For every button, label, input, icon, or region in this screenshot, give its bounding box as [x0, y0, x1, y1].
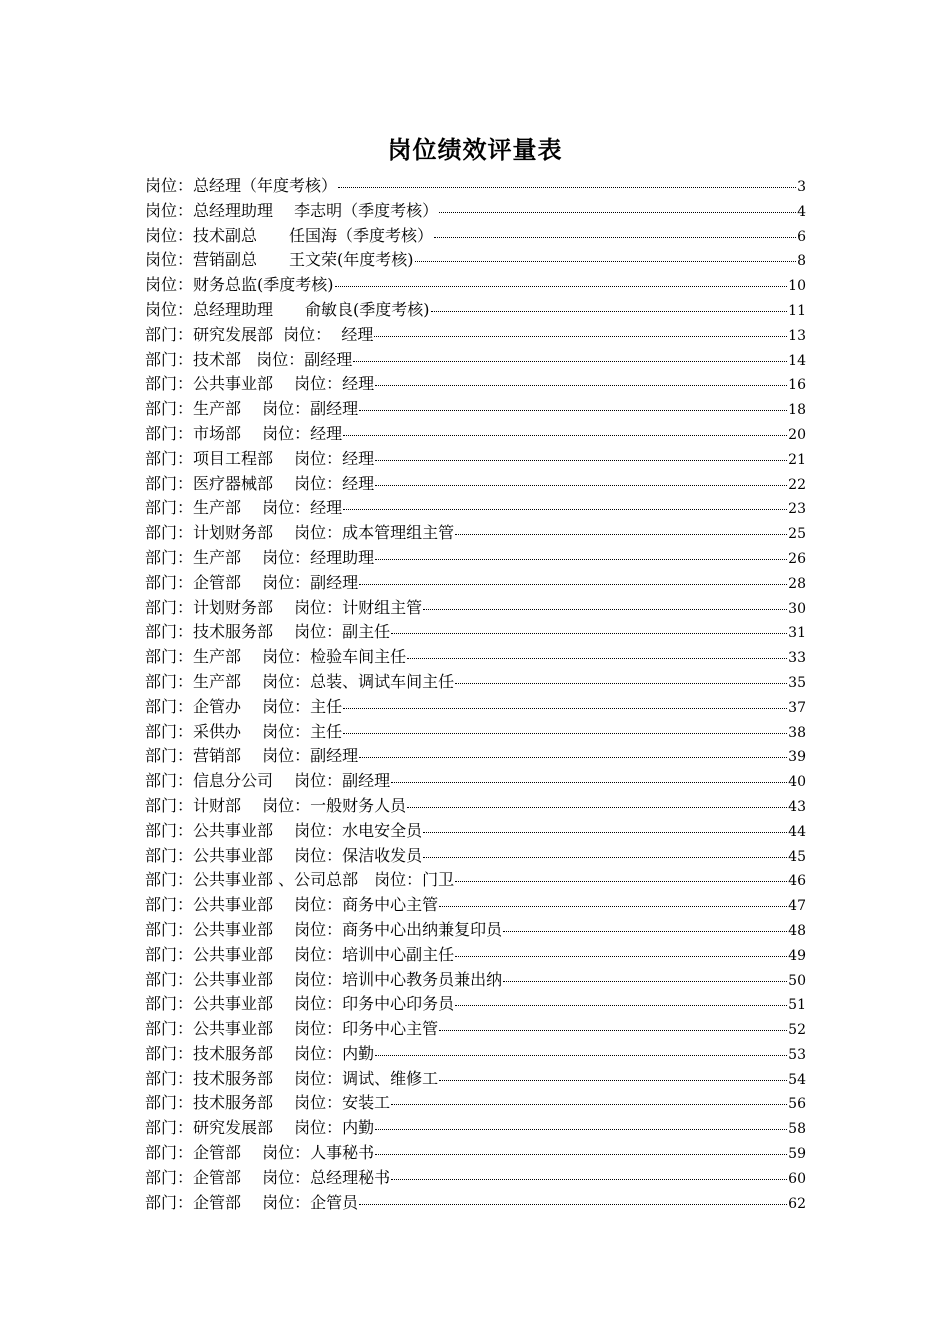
dot-leader [423, 857, 787, 858]
dot-leader [359, 584, 787, 585]
dot-leader [407, 658, 787, 659]
toc-entry-text: 部门：公共事业部 、公司总部 岗位：门卫 [145, 870, 455, 890]
dot-leader [374, 336, 787, 337]
toc-entry-text: 部门：公共事业部 岗位：培训中心教务员兼出纳 [145, 969, 503, 989]
toc-page-number: 38 [788, 724, 806, 741]
toc-entry-text: 部门：企管部 岗位：副经理 [145, 572, 359, 592]
dot-leader [503, 931, 787, 932]
toc-entry[interactable] [145, 447, 806, 472]
toc-page-number: 56 [788, 1096, 806, 1113]
toc-page-number: 45 [788, 848, 806, 865]
toc-page-number: 8 [797, 253, 806, 270]
dot-leader [439, 1030, 787, 1031]
dot-leader [375, 1129, 787, 1130]
toc-entry[interactable] [145, 1191, 806, 1216]
toc-entry-text: 部门：生产部 岗位：检验车间主任 [145, 647, 407, 667]
toc-entry-text: 岗位：营销副总 王文荣(年度考核) [145, 250, 414, 270]
toc-entry[interactable] [145, 893, 806, 918]
toc-entry[interactable] [145, 620, 806, 645]
dot-leader [391, 1104, 787, 1105]
toc-page-number: 25 [788, 526, 806, 543]
toc-page-number: 6 [797, 228, 806, 245]
toc-page-number: 33 [788, 650, 806, 667]
dot-leader [359, 757, 787, 758]
table-of-contents [145, 174, 806, 1215]
dot-leader [434, 237, 796, 238]
toc-entry[interactable] [145, 224, 806, 249]
toc-page-number: 20 [788, 426, 806, 443]
toc-entry[interactable] [145, 323, 806, 348]
toc-entry[interactable] [145, 769, 806, 794]
dot-leader [375, 1154, 787, 1155]
toc-entry-text: 部门：公共事业部 岗位：印务中心主管 [145, 1019, 439, 1039]
toc-entry[interactable] [145, 199, 806, 224]
toc-entry-text: 部门：营销部 岗位：副经理 [145, 746, 359, 766]
toc-entry-text: 部门：计财部 岗位：一般财务人员 [145, 795, 407, 815]
toc-entry[interactable] [145, 521, 806, 546]
toc-entry[interactable] [145, 596, 806, 621]
dot-leader [391, 782, 787, 783]
toc-page-number: 35 [788, 674, 806, 691]
toc-entry[interactable] [145, 546, 806, 571]
toc-entry[interactable] [145, 472, 806, 497]
toc-page-number: 30 [788, 600, 806, 617]
dot-leader [503, 981, 787, 982]
dot-leader [391, 1179, 787, 1180]
toc-page-number: 50 [788, 972, 806, 989]
toc-entry[interactable] [145, 695, 806, 720]
toc-entry-text: 部门：公共事业部 岗位：印务中心印务员 [145, 994, 455, 1014]
toc-entry[interactable] [145, 273, 806, 298]
toc-entry-text: 岗位：技术副总 任国海（季度考核） [145, 225, 434, 245]
toc-entry[interactable] [145, 720, 806, 745]
toc-page-number: 4 [797, 203, 806, 220]
toc-entry[interactable] [145, 174, 806, 199]
toc-page-number: 46 [788, 873, 806, 890]
toc-page-number: 47 [788, 898, 806, 915]
toc-entry[interactable] [145, 1166, 806, 1191]
dot-leader [439, 906, 787, 907]
dot-leader [407, 807, 787, 808]
toc-page-number: 54 [788, 1071, 806, 1088]
toc-entry-text: 部门：公共事业部 岗位：商务中心出纳兼复印员 [145, 919, 503, 939]
toc-entry[interactable] [145, 1116, 806, 1141]
toc-entry[interactable] [145, 868, 806, 893]
toc-entry[interactable] [145, 298, 806, 323]
dot-leader [455, 1005, 787, 1006]
toc-entry-text: 部门：技术服务部 岗位：安装工 [145, 1093, 391, 1113]
toc-entry-text: 部门：采供办 岗位：主任 [145, 721, 343, 741]
toc-page-number: 51 [788, 997, 806, 1014]
dot-leader [423, 609, 787, 610]
toc-page-number: 40 [788, 774, 806, 791]
toc-entry[interactable] [145, 943, 806, 968]
dot-leader [338, 187, 796, 188]
toc-page-number: 43 [788, 798, 806, 815]
dot-leader [375, 460, 787, 461]
document-title: 岗位绩效评量表 [387, 135, 563, 164]
toc-entry[interactable] [145, 992, 806, 1017]
dot-leader [353, 361, 787, 362]
toc-entry-text: 部门：研究发展部 岗位：内勤 [145, 1118, 375, 1138]
toc-entry-text: 部门：企管部 岗位：人事秘书 [145, 1143, 375, 1163]
dot-leader [423, 832, 787, 833]
toc-entry-text: 部门：计划财务部 岗位：成本管理组主管 [145, 523, 455, 543]
toc-entry-text: 部门：生产部 岗位：总装、调试车间主任 [145, 671, 455, 691]
toc-page-number: 39 [788, 749, 806, 766]
toc-entry[interactable] [145, 1141, 806, 1166]
toc-entry-text: 部门：生产部 岗位：副经理 [145, 399, 359, 419]
dot-leader [343, 509, 787, 510]
dot-leader [375, 485, 787, 486]
toc-page-number: 53 [788, 1046, 806, 1063]
toc-entry[interactable] [145, 1091, 806, 1116]
toc-page-number: 22 [788, 476, 806, 493]
dot-leader [375, 385, 787, 386]
toc-entry-text: 岗位：财务总监(季度考核) [145, 275, 334, 295]
toc-entry-text: 部门：企管部 岗位：总经理秘书 [145, 1167, 391, 1187]
toc-page-number: 31 [788, 625, 806, 642]
toc-page-number: 44 [788, 823, 806, 840]
toc-entry[interactable] [145, 844, 806, 869]
toc-entry-text: 部门：公共事业部 岗位：保洁收发员 [145, 845, 423, 865]
toc-entry-text: 部门：技术服务部 岗位：副主任 [145, 622, 391, 642]
toc-entry-text: 部门：公共事业部 岗位：商务中心主管 [145, 895, 439, 915]
toc-entry[interactable] [145, 348, 806, 373]
dot-leader [455, 683, 787, 684]
toc-entry[interactable] [145, 397, 806, 422]
toc-page-number: 16 [788, 377, 806, 394]
toc-entry[interactable] [145, 968, 806, 993]
dot-leader [335, 286, 788, 287]
toc-entry[interactable] [145, 1067, 806, 1092]
toc-entry[interactable] [145, 918, 806, 943]
toc-page-number: 28 [788, 575, 806, 592]
dot-leader [375, 559, 787, 560]
toc-page-number: 10 [788, 278, 806, 295]
dot-leader [343, 708, 787, 709]
toc-page-number: 14 [788, 352, 806, 369]
dot-leader [455, 534, 787, 535]
toc-page-number: 13 [788, 327, 806, 344]
dot-leader [359, 1204, 787, 1205]
toc-entry-text: 岗位：总经理助理 俞敏良(季度考核) [145, 299, 430, 319]
toc-entry[interactable] [145, 794, 806, 819]
toc-entry-text: 部门：公共事业部 岗位：经理 [145, 374, 375, 394]
toc-entry[interactable] [145, 670, 806, 695]
toc-page-number: 3 [797, 179, 806, 195]
dot-leader [431, 311, 788, 312]
toc-entry-text: 部门：企管办 岗位：主任 [145, 696, 343, 716]
toc-entry-text: 部门：医疗器械部 岗位：经理 [145, 473, 375, 493]
dot-leader [455, 956, 787, 957]
toc-page-number: 48 [788, 922, 806, 939]
toc-entry[interactable] [145, 819, 806, 844]
toc-entry-text: 部门：计划财务部 岗位：计财组主管 [145, 597, 423, 617]
toc-entry-text: 部门：生产部 岗位：经理 [145, 498, 343, 518]
toc-page-number: 58 [788, 1121, 806, 1138]
toc-entry-text: 部门：市场部 岗位：经理 [145, 423, 343, 443]
dot-leader [415, 261, 797, 262]
toc-page-number: 18 [788, 402, 806, 419]
toc-entry[interactable] [145, 1042, 806, 1067]
toc-entry-text: 部门：企管部 岗位：企管员 [145, 1192, 359, 1212]
dot-leader [439, 212, 796, 213]
toc-entry-text: 部门：公共事业部 岗位：培训中心副主任 [145, 944, 455, 964]
toc-page-number: 49 [788, 947, 806, 964]
toc-entry-text: 岗位：总经理助理 李志明（季度考核） [145, 200, 439, 220]
toc-page-number: 60 [788, 1170, 806, 1187]
toc-entry-text: 部门：公共事业部 岗位：水电安全员 [145, 820, 423, 840]
toc-entry-text: 部门：项目工程部 岗位：经理 [145, 448, 375, 468]
toc-entry[interactable] [145, 372, 806, 397]
toc-entry[interactable] [145, 422, 806, 447]
dot-leader [343, 733, 787, 734]
toc-entry-text: 部门：研究发展部 岗位： 经理 [145, 324, 374, 344]
dot-leader [455, 881, 787, 882]
toc-page-number: 37 [788, 699, 806, 716]
toc-page-number: 52 [788, 1022, 806, 1039]
toc-entry[interactable] [145, 248, 806, 273]
dot-leader [439, 1080, 787, 1081]
toc-entry-text: 部门：技术服务部 岗位：内勤 [145, 1043, 375, 1063]
toc-entry-text: 部门：生产部 岗位：经理助理 [145, 547, 375, 567]
dot-leader [343, 435, 787, 436]
toc-entry-text: 部门：技术服务部 岗位：调试、维修工 [145, 1068, 439, 1088]
toc-entry[interactable] [145, 1017, 806, 1042]
toc-page-number: 26 [788, 550, 806, 567]
toc-page-number: 11 [788, 302, 806, 319]
dot-leader [391, 633, 787, 634]
toc-entry[interactable] [145, 496, 806, 521]
toc-page-number: 62 [788, 1195, 806, 1212]
toc-entry-text: 部门：技术部 岗位：副经理 [145, 349, 353, 369]
dot-leader [375, 1055, 787, 1056]
toc-entry[interactable] [145, 645, 806, 670]
toc-entry-text: 部门：信息分公司 岗位：副经理 [145, 771, 391, 791]
toc-page-number: 21 [788, 451, 806, 468]
toc-entry[interactable] [145, 744, 806, 769]
toc-page-number: 23 [788, 501, 806, 518]
toc-page-number: 59 [788, 1146, 806, 1163]
toc-entry[interactable] [145, 571, 806, 596]
toc-entry-text: 岗位：总经理（年度考核） [145, 176, 338, 195]
dot-leader [359, 410, 787, 411]
